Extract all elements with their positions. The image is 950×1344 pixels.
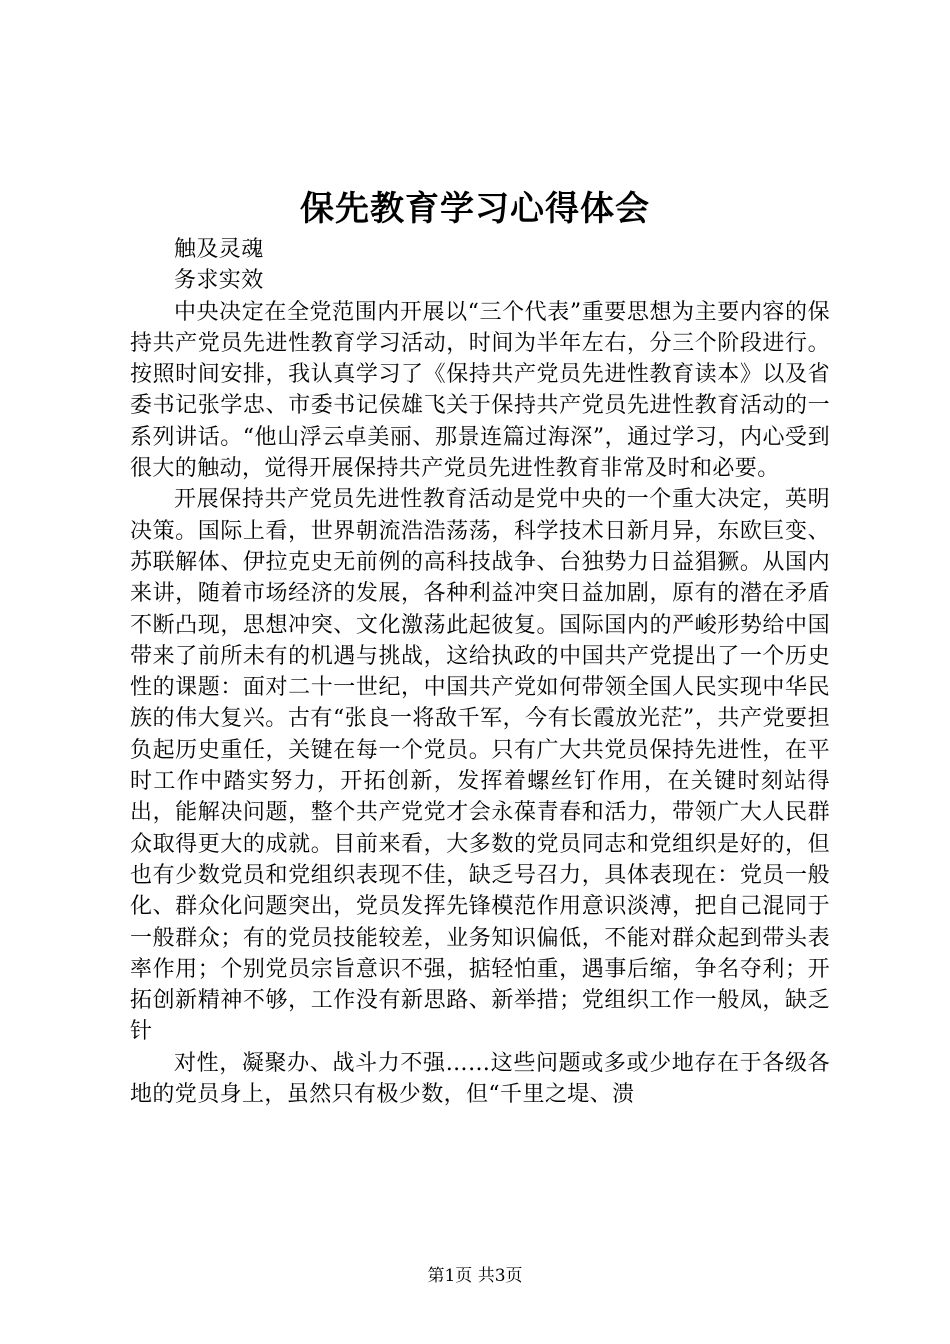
subtitle-line: 务求实效 xyxy=(174,268,264,294)
body-paragraph: 开展保持共产党员先进性教育活动是党中央的一个重大决定，英明决策。国际上看，世界朝流浩浩荡荡，科学技术日新月异，东欧巨变、苏联解体、伊拉克史无前例的高科技战争、台独势力日益猖獗。从国内来讲，随着市场经济的发展，各种利益冲突日益加剧，原有的潜在矛盾不断凸现，思想冲突、文化激荡此起彼复。国际国内的严峻形势给中国带来了前所未有的机遇与挑战，这给执政的中国共产党提出了一个历史性的课题：面对二十一世纪，中国共产党如何带领全国人民实现中华民族的伟大复兴。古有“张良一将敌千军，今有长霞放光茫”，共产党要担负起历史重任，关键在每一个党员。只有广大共党员保持先进性，在平时工作中踏实努力，开拓创新，发挥着螺丝钉作用，在关键时刻站得出，能解决问题，整个共产党党才会永葆青春和活力，带领广大人民群众取得更大的成就。目前来看，大多数的党员同志和党组织是好的，但也有少数党员和党组织表现不佳，缺乏号召力，具体表现在：党员一般化、群众化问题突出，党员发挥先锋模范作用意识淡溥，把自己混同于一般群众；有的党员技能较差，业务知识偏低，不能对群众起到带头表率作用；个别党员宗旨意识不强，掂轻怕重，遇事后缩，争名夺利；开拓创新精神不够，工作没有新思路、新举措；党组织工作一般凤，缺乏针 xyxy=(130,487,830,1045)
document-body xyxy=(130,234,830,1110)
subtitle-line: 触及灵魂 xyxy=(174,237,264,262)
page-number-footer: 第1页 共3页 xyxy=(427,1266,523,1286)
body-paragraph: 对性，凝聚办、战斗力不强……这些问题或多或少地存在于各级各地的党员身上，虽然只有极少数，但“千里之堤、溃 xyxy=(130,1050,830,1108)
body-paragraph: 中央决定在全党范围内开展以“三个代表”重要思想为主要内容的保持共产党员先进性教育学习活动，时间为半年左右，分三个阶段进行。按照时间安排，我认真学习了《保持共产党员先进性教育读本》以及省委书记张学忠、市委书记侯雄飞关于保持共产党员先进性教育活动的一系列讲话。“他山浮云卓美丽、那景连篇过海深”，通过学习，内心受到很大的触动，觉得开展保持共产党员先进性教育非常及时和必要。 xyxy=(130,299,830,482)
document-title: 保先教育学习心得体会 xyxy=(300,189,650,229)
